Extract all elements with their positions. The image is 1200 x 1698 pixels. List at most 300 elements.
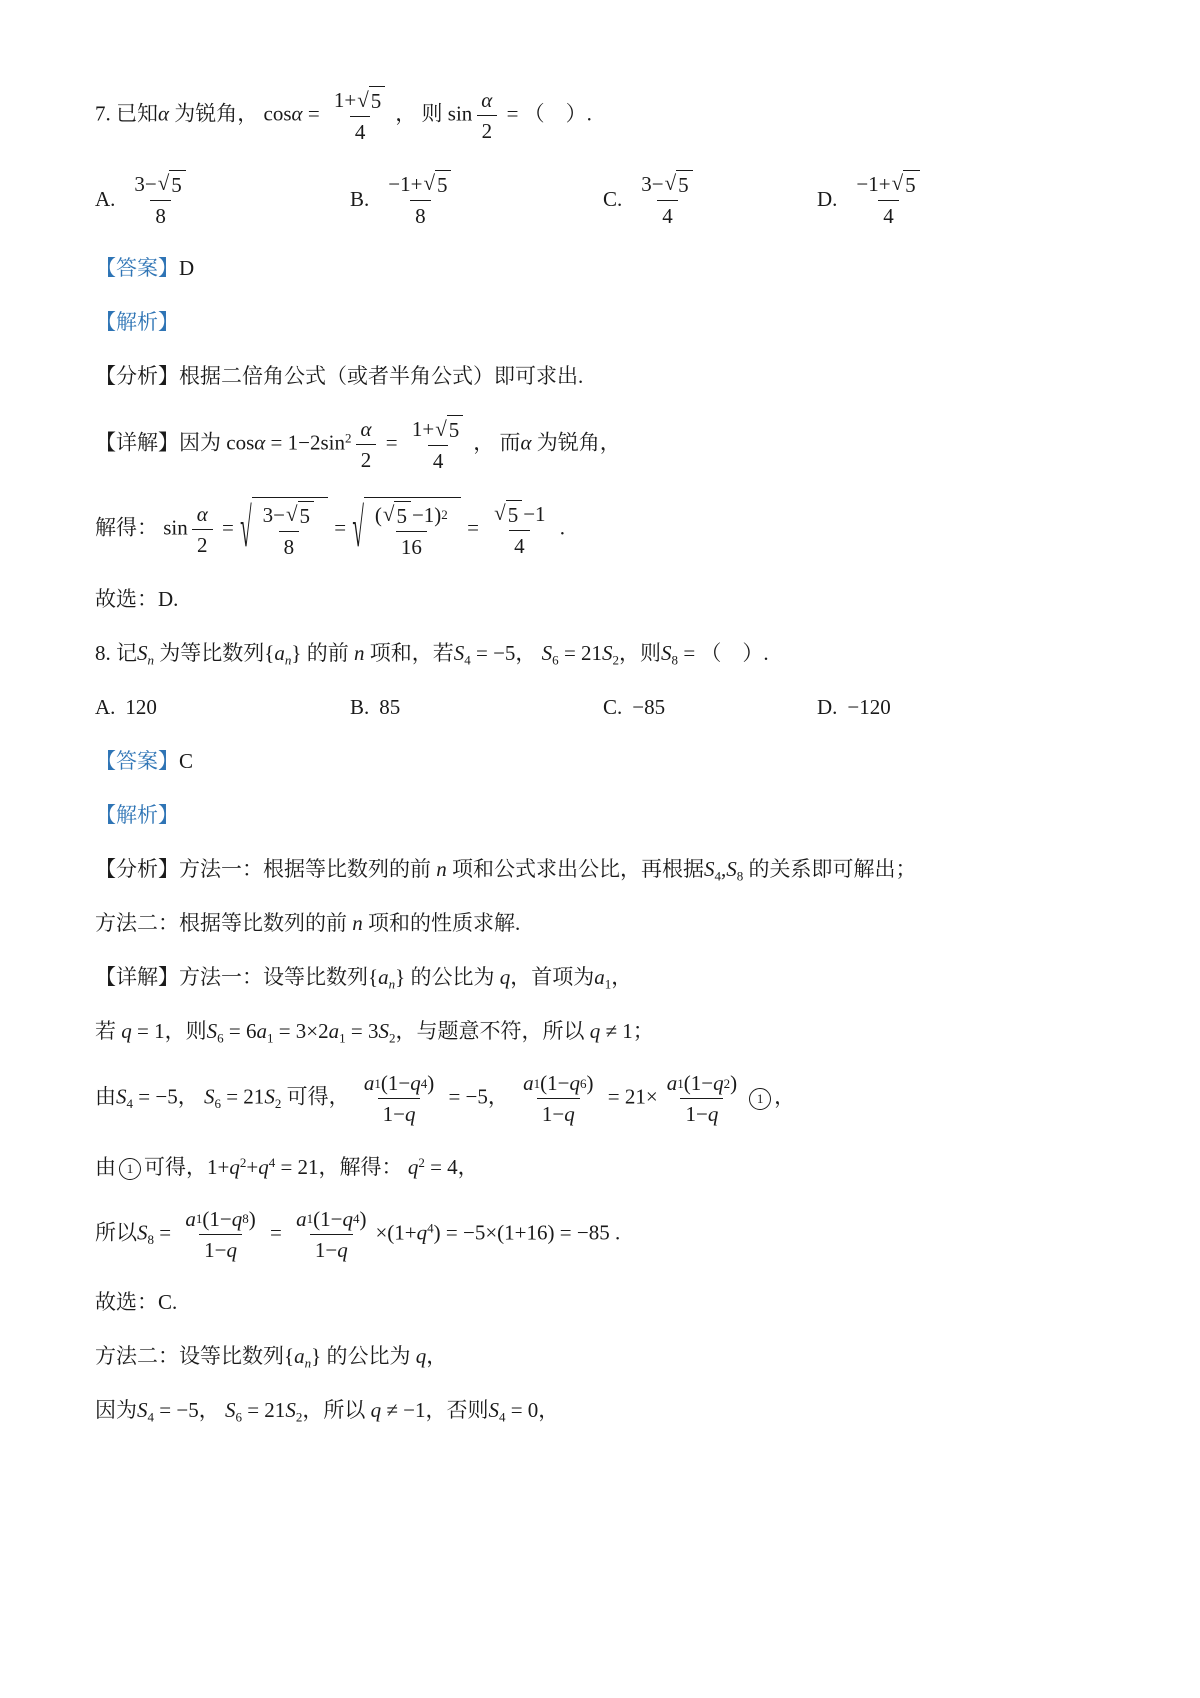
math-variable: q [589,1019,601,1043]
radical-icon: √ [157,171,170,196]
fraction-numerator [291,1204,371,1234]
question-8-answer [95,744,1140,778]
fraction-denominator [428,445,449,476]
text-run: D [179,256,195,280]
fraction [129,168,191,232]
square-root [423,170,451,198]
math-variable: S [541,641,553,665]
fraction [291,1204,371,1266]
text-run: 项和，若 [364,641,454,665]
math-variable: q [713,1071,724,1095]
math-variable: S [488,1398,499,1422]
fraction [662,1068,742,1130]
text-run: 为等比数列{ [154,641,275,665]
text-run: (1− [540,1071,570,1095]
text-run: 5 [507,502,519,527]
math-subscript: 6 [217,1030,224,1046]
square-root [892,170,920,198]
math-variable: a [274,641,285,665]
circled-number: 1 [749,1088,771,1110]
math-subscript: 4 [464,652,471,668]
text-run: −1 [523,501,546,526]
math-subscript: 4 [147,1409,155,1425]
option-label: D. [817,187,838,212]
square-root [357,86,385,114]
text-run: . [554,515,566,540]
text-run: 【分析】方法一：根据等比数列的前 [95,857,437,881]
fraction-numerator [258,499,320,531]
option-a [95,168,350,232]
radicand [364,497,461,563]
fraction-denominator [680,1098,723,1129]
radical-icon: √ [352,495,364,559]
radicand [435,170,452,198]
option-label: D. [817,695,838,719]
question-7-conclusion [95,582,1140,616]
math-subscript: 2 [295,1409,303,1425]
text-run: 16 [400,534,422,559]
text-run: 120 [125,695,157,719]
text-run: = 21× [602,1084,658,1109]
math-variable: α [254,430,266,455]
math-variable: a [256,1019,267,1043]
option-c [603,168,817,232]
math-variable: α [291,101,303,126]
text-run: 方法二：设等比数列{ [95,1344,295,1368]
text-run: 5 [436,172,448,197]
text-run: 1− [382,1102,405,1127]
text-run: ，首项为 [510,965,595,989]
math-variable: q [342,1206,353,1231]
text-run: 因为 [95,1398,137,1422]
text-run: = 21 [558,641,603,665]
text-run: ，所以 [302,1398,371,1422]
text-run: 3− [641,171,664,196]
text-run: = −5， [443,1084,515,1109]
question-7-detail-1 [95,413,1140,477]
text-run: 85 [379,695,401,719]
option-label: C. [603,187,623,212]
math-variable: α [481,88,493,112]
text-run: 可得，1+ [144,1154,230,1179]
fraction-denominator [350,116,371,147]
math-subscript: 4 [126,1096,134,1112]
math-supscript: 2 [418,1154,425,1170]
fraction [476,85,497,147]
math-variable: a [666,1071,678,1095]
fraction-denominator [410,200,431,231]
text-run: 1+ [411,417,435,441]
math-supscript: 2 [239,1154,247,1170]
math-subscript: 8 [671,652,679,668]
math-subscript: 6 [235,1409,242,1425]
math-variable: a [294,1344,305,1368]
square-root [494,500,522,528]
text-run: = 21，解得： [275,1154,408,1179]
text-run: 4 [514,533,525,558]
math-variable: q [231,1206,243,1231]
text-run: 4 [883,203,894,228]
section-label: 【答案】 [95,256,179,280]
text-run: } 的前 [291,641,354,665]
math-variable: n [353,641,365,665]
math-supscript: 4 [427,1219,434,1235]
fraction-denominator [657,200,678,231]
radicand [903,170,920,198]
text-run: ) [359,1206,367,1231]
math-supscript: 6 [580,1075,587,1091]
text-run: ， 而 [473,430,521,455]
text-run: = 6 [223,1019,257,1043]
math-variable: q [416,1220,428,1245]
math-variable: S [137,1220,148,1245]
fraction [488,498,550,562]
question-8-method2-2 [95,1393,1140,1427]
math-variable: q [569,1071,580,1095]
question-8-detail-4 [95,1150,1140,1184]
question-8-analysis-header [95,798,1140,832]
fraction-numerator [636,168,698,200]
text-run: = [264,1220,288,1245]
math-variable: α [158,101,170,126]
text-run: 为锐角， [531,430,621,455]
math-variable: α [360,417,372,441]
text-run: ，与题意不符，所以 [395,1019,590,1043]
text-run: ， [611,965,633,989]
text-run: 解得： sin [95,515,188,540]
square-root [286,501,314,529]
fraction-denominator [199,1234,242,1265]
math-variable: q [564,1102,575,1127]
math-variable: S [137,641,148,665]
text-run: 7. 已知 [95,101,158,126]
square-root [383,501,411,529]
math-subscript: 1 [306,1211,314,1227]
radical-icon: √ [286,502,298,527]
text-run: −1) [411,502,442,527]
text-run: (1− [202,1206,232,1231]
question-7-answer [95,251,1140,285]
square-root [352,497,460,563]
question-7-analysis-header [95,305,1140,339]
math-variable: S [704,857,715,881]
math-variable: a [328,1019,340,1043]
text-run: 8 [283,534,295,559]
text-run: = 3×2 [273,1019,329,1043]
text-run: 2 [197,532,208,557]
text-run: 5 [370,89,382,113]
math-supscript: 2 [344,430,352,446]
text-run: 【详解】因为 cos [95,430,255,455]
math-variable: S [206,1019,218,1043]
text-run: 为锐角， cos [169,101,292,126]
text-run: ， [774,1084,796,1109]
fraction-numerator [488,498,550,530]
fraction [383,168,457,232]
radicand [506,500,523,528]
math-variable: a [363,1071,375,1095]
math-variable: q [229,1154,240,1179]
square-root [665,170,693,198]
question-7-analysis [95,359,1140,393]
math-subscript: n [388,976,396,992]
question-8-conclusion [95,1285,1140,1319]
text-run: = [329,515,352,540]
text-run: + [246,1154,259,1179]
text-run: ≠ 1； [600,1019,654,1043]
math-supscript: 4 [352,1211,360,1227]
text-run: } 的公比为 [395,965,500,989]
question-7-detail-2 [95,497,1140,563]
option-b [350,168,603,232]
math-variable: q [707,1102,719,1127]
math-variable: n [352,911,363,935]
fraction-denominator [356,444,377,475]
radical-icon: √ [240,495,252,559]
fraction-numerator [851,168,925,200]
radical-icon: √ [382,502,395,527]
math-subscript: 2 [389,1030,396,1046]
fraction [636,168,698,232]
radical-icon: √ [357,87,369,112]
radicand [369,86,386,114]
text-run: ) [586,1071,594,1095]
math-variable: q [370,1398,382,1422]
math-variable: n [436,857,447,881]
text-run: 项和公式求出公比，再根据 [446,857,704,881]
text-run: 5 [171,172,182,197]
text-run: ，则 [619,641,662,665]
text-run: C [179,749,194,773]
text-run: 由 [95,1154,116,1179]
text-run: 2 [481,119,493,144]
text-run: 3− [134,171,157,196]
fraction [356,414,377,476]
text-run: 项和的性质求解. [362,911,521,935]
fraction [258,499,320,563]
fraction [518,1068,598,1130]
question-8-detail-5 [95,1204,1140,1266]
text-run: 1− [204,1237,227,1262]
math-variable: S [203,1084,215,1109]
square-root [240,497,328,563]
math-subscript: 4 [714,868,722,884]
math-variable: a [378,965,389,989]
text-run: 5 [448,418,460,442]
option-a [95,690,350,724]
question-8-analysis-method2 [95,906,1140,940]
square-root [158,170,186,198]
question-8-method2-1 [95,1339,1140,1373]
fraction [370,499,453,563]
fraction-numerator [356,414,377,444]
text-run: 若 [95,1019,122,1043]
text-run: = 1，则 [131,1019,207,1043]
text-run: 8 [415,203,426,228]
option-d [817,168,1140,232]
option-d [817,690,1140,724]
section-label: 【答案】 [95,749,179,773]
math-subscript: n [284,652,292,668]
math-variable: S [264,1084,275,1109]
fraction-denominator [509,530,530,561]
text-run: = 0， [505,1398,560,1422]
text-run: 5 [396,503,407,528]
math-variable: q [415,1344,427,1368]
math-variable: a [296,1206,307,1231]
radical-icon: √ [435,416,447,441]
fraction [329,84,391,148]
math-variable: q [226,1237,237,1262]
math-variable: S [378,1019,390,1043]
fraction-denominator [477,115,498,146]
option-label: B. [350,695,370,719]
option-label: A. [95,695,116,719]
text-run: ×(1+ [375,1220,417,1245]
text-run: ， 则 sin [395,101,473,126]
fraction [192,499,213,561]
fraction [359,1068,439,1130]
math-subscript: 1 [533,1075,541,1091]
question-7-options [95,168,1140,232]
math-variable: S [602,641,613,665]
math-subscript: 8 [736,868,744,884]
text-run: −1+ [388,171,423,196]
text-run: 由 [95,1084,116,1109]
text-run: 8 [155,203,166,228]
question-8-detail-2 [95,1014,1140,1048]
text-run: 8. 记 [95,641,137,665]
text-run: 的关系即可解出； [743,857,917,881]
text-run: (1− [313,1206,343,1231]
question-8-analysis-method1 [95,852,1140,886]
math-subscript: 8 [147,1231,155,1247]
fraction-denominator [878,200,899,231]
question-8-detail-1 [95,960,1140,994]
text-run: 1− [314,1237,338,1262]
math-subscript: 1 [339,1030,346,1046]
text-run: = [154,1220,177,1245]
text-run: , [721,857,727,881]
text-run: ) [730,1071,738,1095]
fraction-numerator [383,168,457,200]
text-run: = −5， [470,641,542,665]
math-variable: q [404,1102,416,1127]
text-run: = [461,515,485,540]
math-variable: S [726,857,737,881]
math-variable: S [285,1398,296,1422]
math-variable: S [116,1084,127,1109]
math-supscript: 2 [723,1075,731,1091]
text-run: 1− [541,1102,565,1127]
math-variable: S [224,1398,236,1422]
fraction-numerator [359,1068,439,1098]
fraction [180,1204,260,1266]
option-label: A. [95,187,116,212]
text-run: −120 [847,695,891,719]
text-run: 5 [905,172,916,197]
text-run: 【详解】方法一：设等比数列{ [95,965,379,989]
text-run: ， [426,1344,448,1368]
text-run: 【分析】根据二倍角公式（或者半角公式）即可求出. [95,364,584,388]
math-variable: q [499,965,511,989]
text-run: 5 [678,172,689,197]
text-run: = [302,101,325,126]
text-run: = −5， [154,1398,225,1422]
math-variable: q [410,1071,421,1095]
math-variable: a [185,1206,196,1231]
text-run: 4 [432,449,444,474]
text-run: 1+ [333,88,357,112]
text-run: (1− [683,1071,714,1095]
fraction-denominator [396,531,427,562]
text-run: = 1−2sin [265,430,345,455]
math-variable: S [137,1398,148,1422]
text-run: 可得， [281,1084,355,1109]
circled-number: 1 [119,1158,141,1180]
fraction [851,168,925,232]
text-run: 故选：D. [95,587,179,611]
fraction-denominator [310,1234,353,1265]
section-label: 【解析】 [95,310,179,334]
math-variable: q [407,1154,419,1179]
option-label: C. [603,695,623,719]
text-run: 4 [354,120,366,145]
text-run: = [380,430,403,455]
radical-icon: √ [423,171,435,196]
math-subscript: 2 [612,652,620,668]
math-supscript: 2 [441,507,448,523]
text-run: = 4， [424,1154,479,1179]
option-label: B. [350,187,370,212]
math-subscript: 1 [374,1075,381,1091]
math-supscript: 4 [420,1075,428,1091]
radicand [252,497,328,563]
square-root [435,415,463,443]
math-variable: α [520,430,532,455]
text-run: 故选：C. [95,1290,178,1314]
math-variable: a [523,1071,534,1095]
math-subscript: n [304,1355,312,1371]
fraction-numerator [329,84,391,116]
text-run: ≠ −1，否则 [381,1398,489,1422]
fraction-numerator [192,499,213,529]
radicand [394,501,411,529]
fraction-numerator [476,85,497,115]
question-8-detail-3 [95,1068,1140,1130]
fraction-numerator [370,499,453,531]
radical-icon: √ [664,171,677,196]
math-variable: a [594,965,605,989]
math-variable: q [121,1019,132,1043]
text-run: −1+ [856,171,891,196]
text-run: ) [248,1206,256,1231]
text-run: 5 [299,503,311,528]
option-b [350,690,603,724]
radicand [447,415,464,443]
math-subscript: 6 [214,1096,221,1112]
question-8-stem [95,636,1140,670]
text-run: 所以 [95,1220,137,1245]
text-run: = [216,515,240,540]
text-run: = 3 [345,1019,379,1043]
text-run: −85 [632,695,666,719]
radical-icon: √ [494,501,506,526]
text-run: = 21 [220,1084,265,1109]
fraction-denominator [192,529,213,560]
fraction-numerator [180,1204,260,1234]
fraction-denominator [150,200,171,231]
